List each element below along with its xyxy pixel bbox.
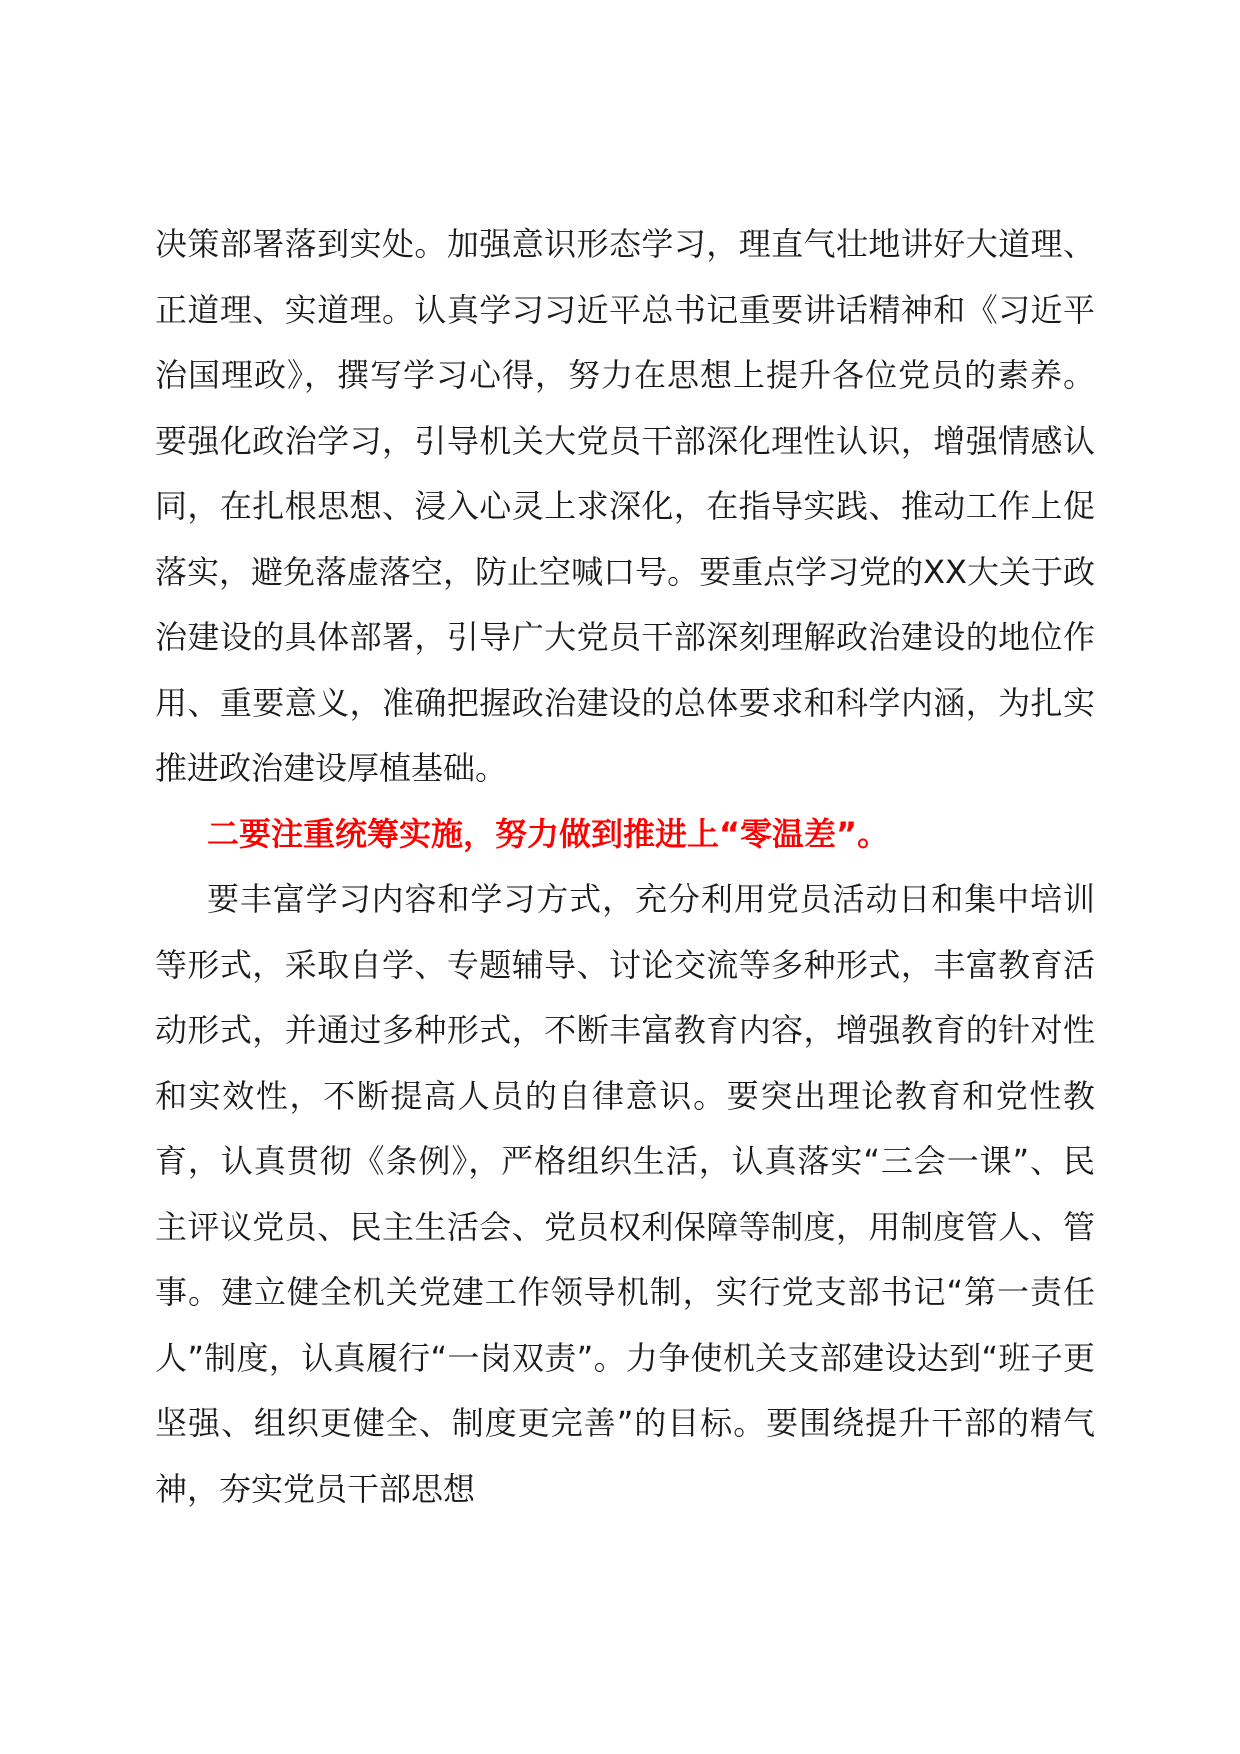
- paragraph: 要丰富学习内容和学习方式，充分利用党员活动日和集中培训等形式，采取自学、专题辅导、讨论交流等多种形式，丰富教育活动形式，并通过多种形式，不断丰富教育内容，增强教育的针对性和实效性，不断提高人员的自律意识。要突出理论教育和党性教育，认真贯彻《条例》，严格组织生活，认真落实“三会一课”、民主评议党员、民主生活会、党员权利保障等制度，用制度管人、管事。建立健全机关党建工作领导机制，实行党支部书记“第一责任人”制度，认真履行“一岗双责”。力争使机关支部建设达到“班子更坚强、组织更健全、制度更完善”的目标。要围绕提升干部的精气神，夯实党员干部思想: [155, 880, 1095, 1508]
- document-body: [155, 212, 1095, 1522]
- paragraph-continuation: 决策部署落到实处。加强意识形态学习，理直气壮地讲好大道理、正道理、实道理。认真学习习近平总书记重要讲话精神和《习近平治国理政》，撰写学习心得，努力在思想上提升各位党员的素养。要强化政治学习，引导机关大党员干部深化理性认识，增强情感认同，在扎根思想、浸入心灵上求深化，在指导实践、推动工作上促落实，避免落虚落空，防止空喊口号。要重点学习党的XX大关于政治建设的具体部署，引导广大党员干部深刻理解政治建设的地位作用、重要意义，准确把握政治建设的总体要求和科学内涵，为扎实推进政治建设厚植基础。: [155, 225, 1095, 787]
- section-heading: 二要注重统筹实施，努力做到推进上“零温差”。: [207, 814, 890, 853]
